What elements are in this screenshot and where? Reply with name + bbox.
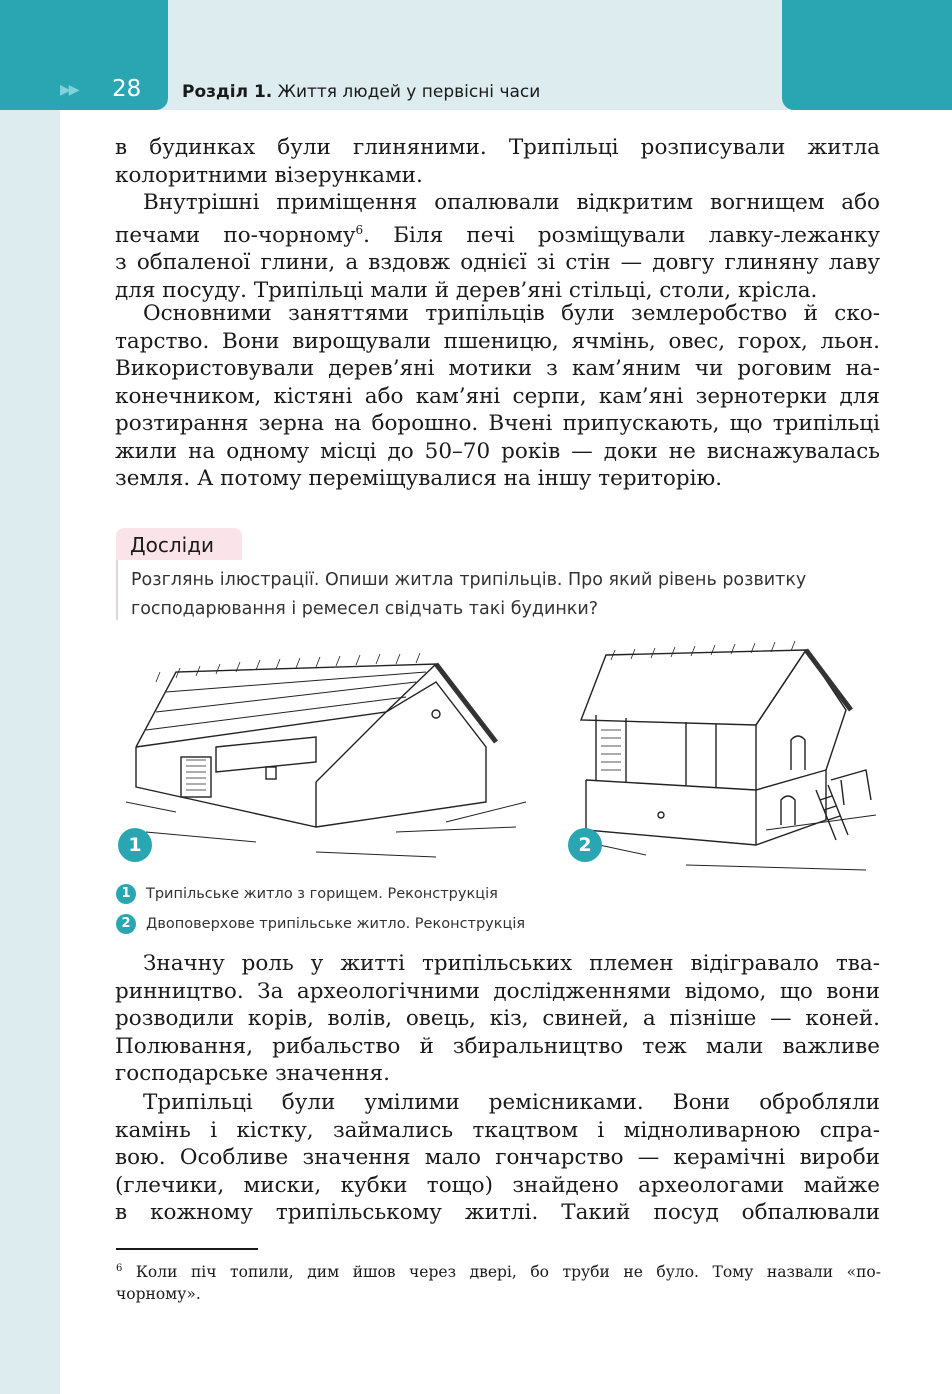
trypillia-two-storey-house-illustration [566,640,882,880]
paragraph-3 [115,300,880,493]
figure-caption-1 [116,884,498,904]
page-header [0,0,952,110]
page-number-tab [0,0,168,110]
page-number: 28 [112,76,142,102]
footnote-line [116,1258,881,1283]
text-line: розтирання зерна на борошно. Вчені припускають, що трипільці [115,411,880,436]
text-line: Основними заняттями трипільців були землеробство й ско- [143,301,880,326]
text-line: камінь і кістку, займались ткацтвом і мідноливарною спра- [115,1117,880,1143]
text-line: жили на одному місці до 50–70 років — доки не виснажувалась [115,438,880,464]
text-line: розводили корів, волів, овець, кіз, свиней, а пізніше — коней. [115,1006,880,1031]
text-line: вою. Особливе значення мало гончарство — керамічні вироби [115,1145,880,1170]
text-line: Полювання, рибальство й збиральництво теж мали важливе [115,1033,880,1059]
text-line: Трипільці були умілими ремісниками. Вони обробляли [143,1090,880,1115]
footnote-ref: 6 [355,222,364,237]
header-right-tab [782,0,952,110]
text-line: тарство. Вони вирощували пшеницю, ячмінь, овес, горох, льон. [115,328,880,354]
text-line: колоритними візерунками. [115,162,423,188]
text-fragment: . Біля печі розміщували лавку-лежанку [363,222,880,248]
text-line: в кожному трипільському житлі. Такий посуд обпалювали [115,1200,880,1225]
double-arrow-icon: ▶▶ [60,82,78,98]
footnote-rule [116,1248,258,1250]
research-divider [116,560,118,620]
text-line [115,217,880,250]
text-line: в будинках були глиняними. Трипільці розписували житла [115,135,880,160]
text-line: Використовували дерев’яні мотики з кам’яним чи роговим на- [115,356,880,381]
trypillia-house-attic-illustration [116,652,534,882]
text-line: господарське значення. [115,1061,390,1086]
figure-badge-2: 2 [568,828,602,862]
section-title: Життя людей у первісні часи [277,82,541,102]
text-fragment: печами по-чорному [115,222,356,248]
caption-badge-2: 2 [116,914,136,934]
caption-text-2: Двоповерхове трипільське житло. Реконструкція [146,916,526,932]
text-line: з обпаленої глини, а вздовж однієї зі стін — довгу глиняну лаву [115,250,880,276]
left-margin-band [0,0,60,1394]
paragraph-5 [115,1089,880,1227]
text-line: конечником, кістяні або кам’яні серпи, кам’яні зернотерки для [115,383,880,409]
text-line: Внутрішні приміщення опалювали відкритим вогнищем або [143,190,880,215]
paragraph-4 [115,950,880,1088]
paragraph-2 [115,189,880,304]
text-line: ринництво. За археологічними дослідженнями відомо, що вони [115,978,880,1004]
running-title [182,82,540,102]
caption-badge-1: 1 [116,884,136,904]
footnote-text: Коли піч топили, дим йшов через двері, бо труби не було. Тому назвали «по- [122,1263,881,1282]
footnote [116,1258,881,1305]
caption-text-1: Трипільське житло з горищем. Реконструкція [146,886,498,902]
research-task [131,566,881,624]
footnote-mark: 6 [116,1263,123,1274]
paragraph-1 [115,134,880,189]
text-line: земля. А потому переміщувалися на іншу територію. [115,466,723,491]
research-line: господарювання і ремесел свідчать такі будинки? [131,599,598,619]
figure-badge-1: 1 [118,828,152,862]
text-line: Значну роль у житті трипільських племен відігравало тва- [143,951,880,976]
section-label: Розділ 1. [182,82,273,102]
text-line: (глечики, миски, кубки тощо) знайдено археологами майже [115,1172,880,1198]
research-label: Досліди [116,528,242,560]
research-line: Розглянь ілюстрації. Опиши житла трипільців. Про який рівень розвитку [131,570,807,590]
footnote-line: чорному». [116,1285,201,1304]
text-line: для посуду. Трипільці мали й дерев’яні стільці, столи, крісла. [115,277,818,303]
figure-caption-2 [116,914,525,934]
